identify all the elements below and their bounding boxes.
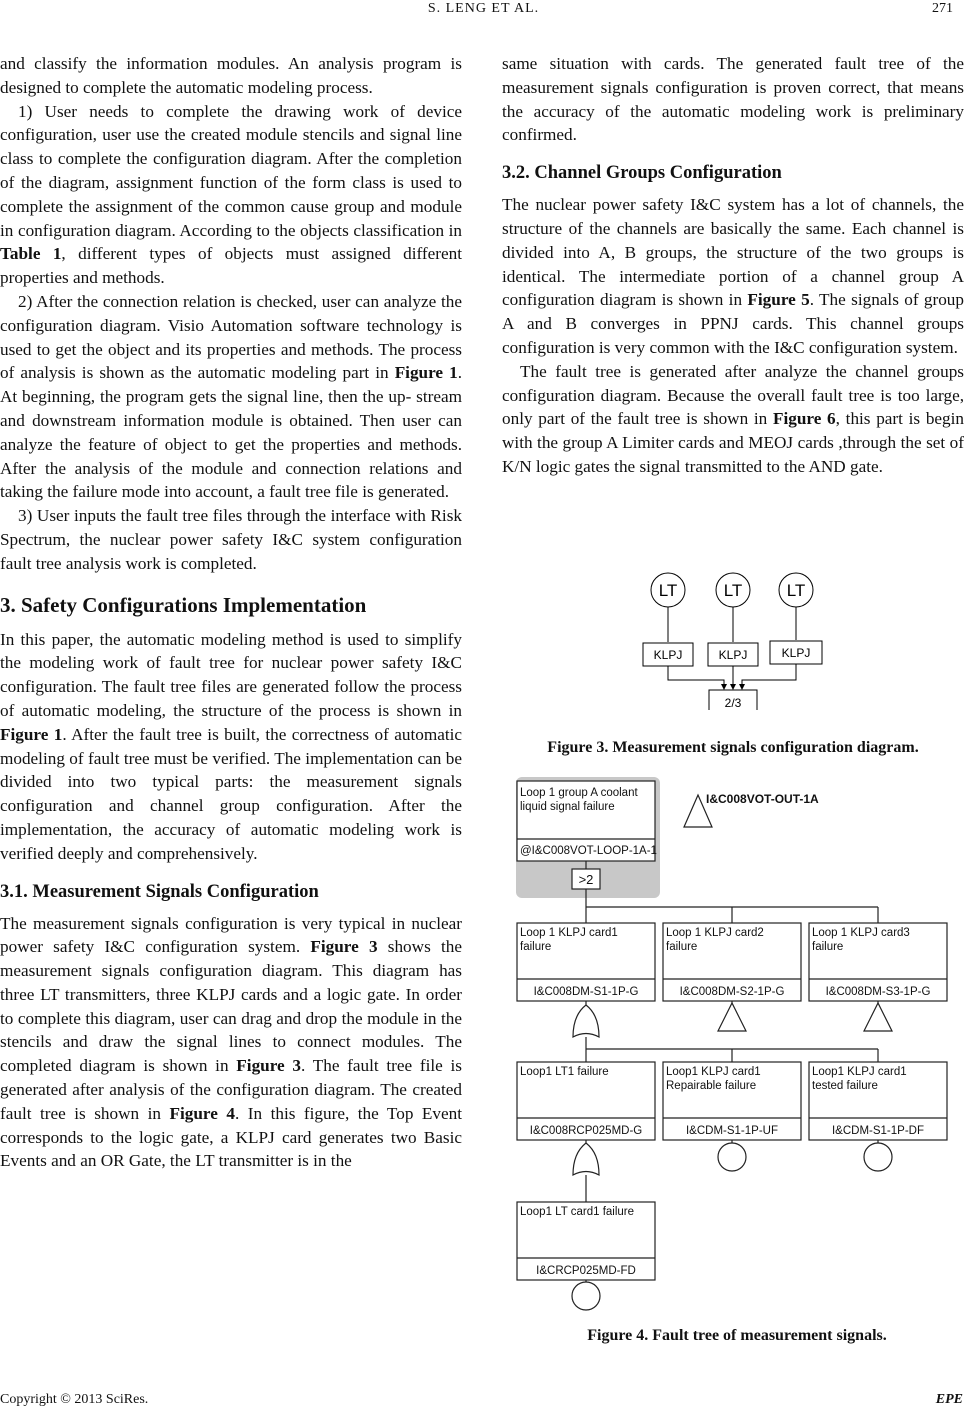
journal-name: EPE bbox=[935, 1392, 963, 1407]
or-gate bbox=[573, 1005, 599, 1037]
event-id: I&C008DM-S3-1P-G bbox=[825, 986, 931, 998]
paragraph: In this paper, the automatic modeling method is used to simplify the modeling work of fault tree for nuclear power safety I&C configuration. The fault tree files are generated follow the process of automatic modeling, the structure of the process is shown in Figure 1. After the fault tree is built, the correctness of automatic modeling of fault tree must be verified. The implementation can be divided into two typical parts: the measurement signals configuration and channel group configuration. After the implementation, the accuracy of automatic modeling work is verified deeply and comprehensively. bbox=[0, 629, 463, 863]
section-heading: 3. Safety Configurations Implementation bbox=[0, 592, 367, 617]
copyright-notice: Copyright © 2013 SciRes. bbox=[0, 1392, 149, 1407]
or-gate bbox=[573, 1143, 599, 1175]
running-header bbox=[0, 0, 967, 40]
figure-reference[interactable]: Figure 4 bbox=[169, 1103, 235, 1123]
event-id: I&C008RCP025MD-G bbox=[529, 1125, 643, 1137]
event-title: Loop 1 KLPJ card3 failure bbox=[812, 927, 910, 953]
figure-reference[interactable]: Figure 6 bbox=[772, 409, 836, 429]
event-id: I&C008DM-S1-1P-G bbox=[533, 986, 639, 998]
subsection-heading: 3.1. Measurement Signals Configuration bbox=[0, 881, 319, 902]
page-number: 271 bbox=[932, 1, 953, 16]
fault-tree-diagram bbox=[510, 775, 964, 1315]
figure-caption: Figure 4. Fault tree of measurement signals. bbox=[587, 1327, 887, 1344]
figure-reference[interactable]: Figure 3 bbox=[310, 937, 378, 957]
event-title: Loop1 KLPJ card1 Repairable failure bbox=[666, 1066, 761, 1092]
event-title: Loop1 KLPJ card1 tested failure bbox=[812, 1066, 907, 1092]
figure-reference[interactable]: Figure 1 bbox=[394, 363, 458, 383]
klpj-label: KLPJ bbox=[653, 648, 683, 662]
subsection-heading: 3.2. Channel Groups Configuration bbox=[502, 163, 782, 184]
paragraph: and classify the information modules. An analysis program is designed to complete the automatic modeling process. bbox=[0, 54, 462, 97]
lt-label: LT bbox=[658, 581, 678, 600]
top-event-title: Loop 1 group A coolant liquid signal failure bbox=[520, 787, 638, 813]
top-event-id: @I&C008VOT-LOOP-1A-1 bbox=[520, 845, 657, 857]
klpj-label: KLPJ bbox=[781, 646, 811, 660]
event-id: I&C008DM-S2-1P-G bbox=[679, 986, 785, 998]
paragraph: The measurement signals configuration is very typical in nuclear power safety I&C configuration system. Figure 3 shows the measurement signals configuration diagram. This diagram has three LT transmitters, three KLPJ cards and a logic gate. In order to complete this diagram, user can drag and drop the module in the stencils and draw the signal lines to connect modules. The completed diagram is shown in Figure 3. The fault tree file is generated after analysis of the configuration diagram. The created fault tree is shown in Figure 4. In this figure, the Top Event corresponds to the logic gate, a KLPJ card generates two Basic Events and an OR Gate, the LT transmitter is in the bbox=[0, 913, 463, 1171]
paragraph: 2) After the connection relation is checked, user can analyze the configuration diagram. Visio Automation software technology is used to get the object and its properties and methods. The process of analysis is shown as the automatic modeling part in Figure 1. At beginning, the program gets the signal line, then the up- stream and downstream information module is obtained. Then user can analyze the feature of object to get the properties and methods. After the analysis of the module and connection relations and taking the failure mode into account, a fault tree file is generated. bbox=[0, 291, 463, 502]
figure-4 bbox=[510, 775, 964, 1344]
figure-reference[interactable]: Figure 5 bbox=[747, 290, 810, 310]
lt-label: LT bbox=[786, 581, 806, 600]
klpj-label: KLPJ bbox=[718, 648, 748, 662]
transfer-triangle bbox=[864, 1003, 892, 1031]
basic-event-circle bbox=[864, 1143, 892, 1171]
transfer-triangle bbox=[718, 1003, 746, 1031]
figure-reference[interactable]: Figure 3 bbox=[236, 1056, 301, 1076]
figure-reference[interactable]: Figure 1 bbox=[0, 724, 63, 744]
event-id: I&CDM-S1-1P-DF bbox=[831, 1125, 925, 1137]
table-reference[interactable]: Table 1 bbox=[0, 244, 62, 264]
basic-event-circle bbox=[718, 1143, 746, 1171]
paragraph: 3) User inputs the fault tree files through the interface with Risk Spectrum, the nuclear power safety I&C system configuration fault tree analysis work is completed. bbox=[0, 506, 462, 573]
event-title: Loop 1 KLPJ card1 failure bbox=[520, 927, 618, 953]
event-id: I&CRCP025MD-FD bbox=[536, 1265, 636, 1277]
event-id: I&CDM-S1-1P-UF bbox=[685, 1125, 779, 1137]
left-column bbox=[0, 52, 462, 1173]
basic-event-circle bbox=[572, 1282, 600, 1310]
figure-caption: Figure 3. Measurement signals configuration diagram. bbox=[547, 739, 919, 756]
event-title: Loop 1 KLPJ card2 failure bbox=[666, 927, 764, 953]
figure-3 bbox=[502, 560, 964, 760]
lt-label: LT bbox=[723, 581, 743, 600]
right-column bbox=[502, 52, 964, 479]
paragraph: The fault tree is generated after analyze the channel groups configuration diagram. Because the overall fault tree is too large, only part of the fault tree is shown in Figure 6, this part is begin with the group A Limiter cards and MEOJ cards ,through the set of K/N logic gates the signal transmitted to the AND gate. bbox=[502, 361, 965, 476]
running-head-authors: S. LENG ET AL. bbox=[427, 1, 540, 16]
voting-gate-label: >2 bbox=[578, 872, 594, 887]
transfer-label: I&C008VOT-OUT-1A bbox=[706, 792, 819, 806]
paragraph: The nuclear power safety I&C system has a lot of channels, the structure of the channels are basically the same. Each channel is divided into A, B groups, the structure of the two groups is identical. The intermediate portion of a channel group A configuration diagram is shown in Figure 5. The signals of group A and B converges in PPNJ cards. This channel groups configuration is very common with the I&C configuration system. bbox=[502, 195, 964, 357]
paragraph: 1) User needs to complete the drawing work of device configuration, user use the created module stencils and signal line class to complete the configuration diagram. After the completion of the diagram, assignment function of the form class is used to complete the assignment of the common cause group and module in configuration diagram. According to the objects classification in Table 1, different types of objects must assigned different properties and methods. bbox=[0, 101, 462, 288]
gate-label: 2/3 bbox=[724, 696, 742, 710]
paragraph: same situation with cards. The generated fault tree of the measurement signals configuration is proven correct, that means the accuracy of the automatic modeling work is preliminary confirmed. bbox=[502, 54, 964, 145]
event-title: Loop1 LT1 failure bbox=[520, 1066, 609, 1078]
configuration-diagram bbox=[502, 560, 964, 710]
event-title: Loop1 LT card1 failure bbox=[520, 1206, 635, 1218]
